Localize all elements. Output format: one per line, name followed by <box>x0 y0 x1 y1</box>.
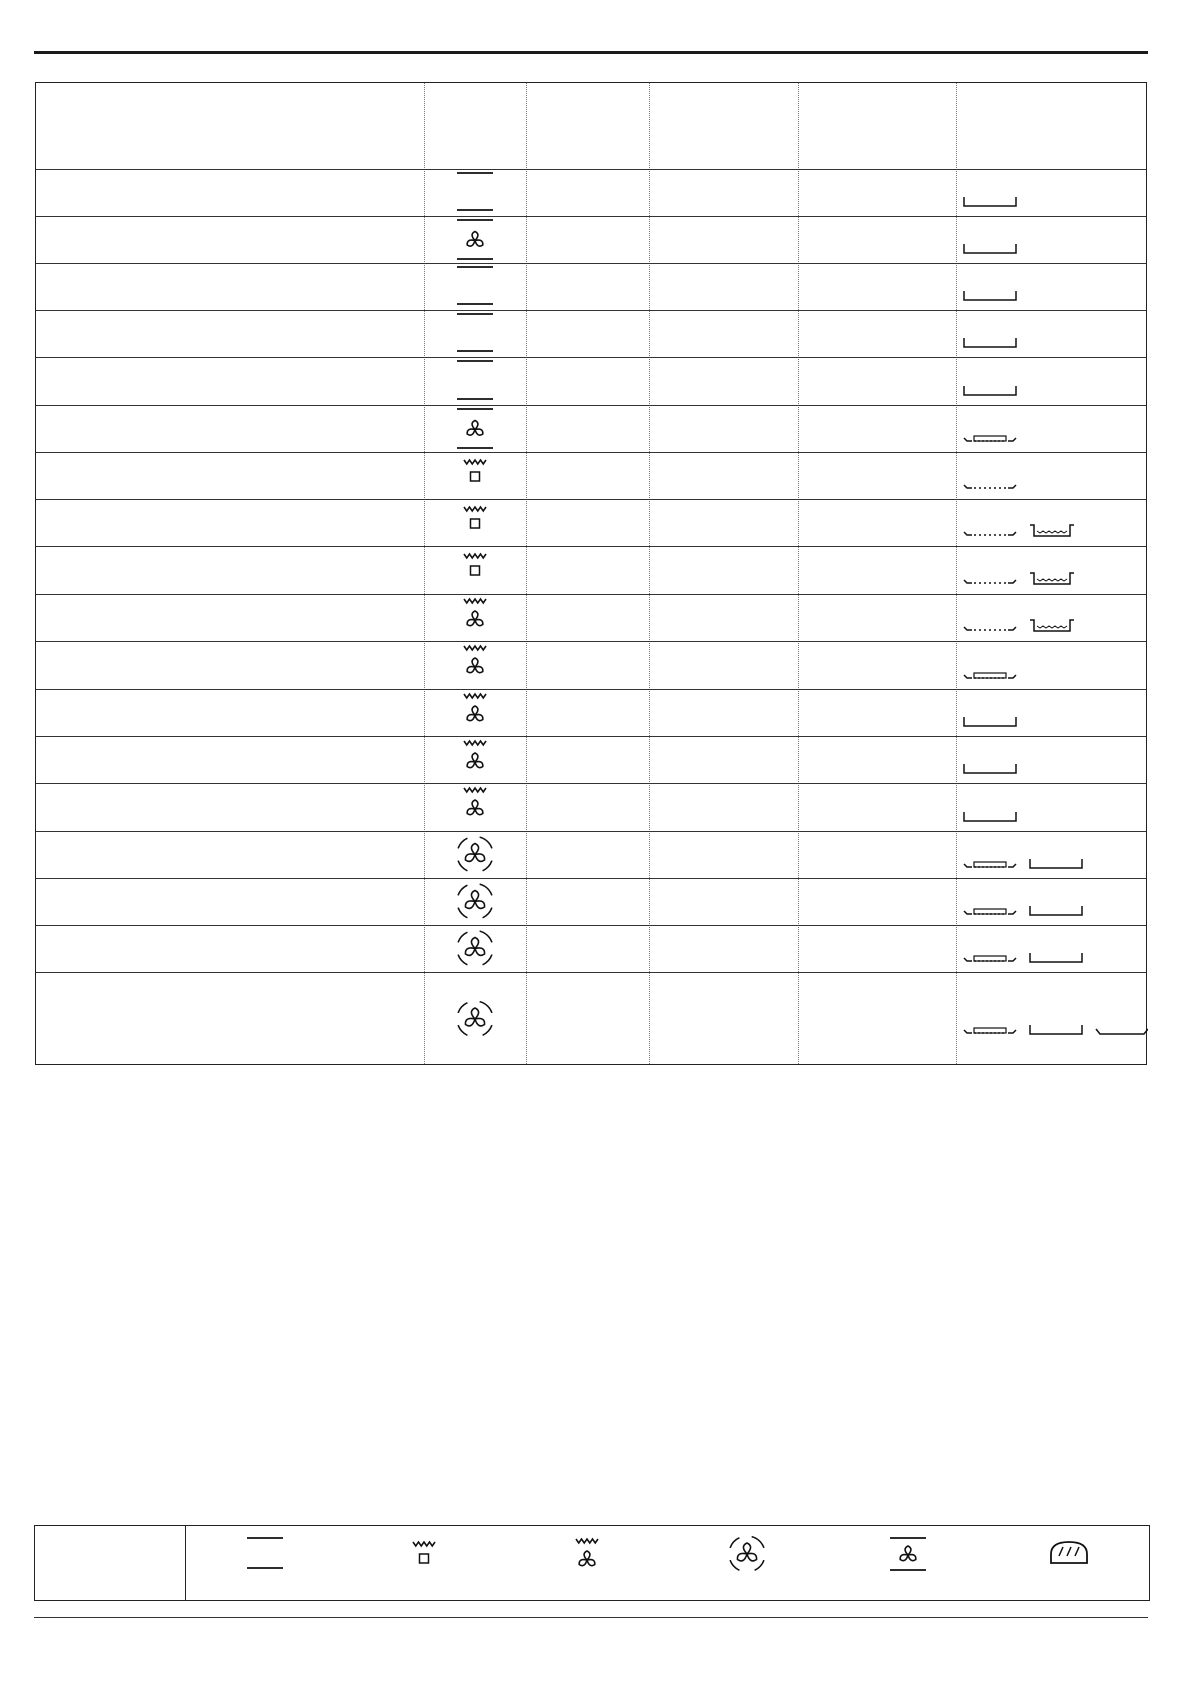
table-row <box>464 646 1016 678</box>
grill-icon <box>464 460 486 481</box>
tray-icon <box>964 764 1016 773</box>
tray-icon <box>1030 906 1082 915</box>
rack-tray-icon <box>964 436 1016 441</box>
top-rule <box>34 51 1148 54</box>
table-row <box>457 314 1016 351</box>
tray-icon <box>964 197 1016 206</box>
table-row <box>457 361 1016 399</box>
hot-air-icon <box>730 1537 764 1571</box>
tray-icon <box>964 244 1016 253</box>
tray-icon <box>1030 1025 1082 1034</box>
top-bottom-icon <box>457 361 493 399</box>
rack-tray-icon <box>964 909 1016 914</box>
table-row <box>464 741 1016 773</box>
pan-icon <box>1030 573 1074 584</box>
fan-top-bottom-icon <box>457 409 493 448</box>
hot-air-icon <box>458 884 492 918</box>
rack-tray-icon <box>964 956 1016 961</box>
rack-tray-icon <box>964 862 1016 867</box>
settings-table <box>35 82 1147 1065</box>
fan-top-bottom-icon <box>890 1538 926 1570</box>
legend-symbols <box>35 1526 1151 1602</box>
fan-grill-icon <box>464 788 486 815</box>
table-row <box>464 599 1074 631</box>
fan-grill-icon <box>464 741 486 768</box>
top-bottom-icon <box>457 173 493 210</box>
table-row <box>457 173 1016 210</box>
fan-grill-icon <box>464 646 486 673</box>
table-row <box>458 837 1082 871</box>
table-symbols <box>36 83 1148 1066</box>
grill-icon <box>464 507 486 528</box>
symbol-legend <box>34 1525 1150 1601</box>
table-row <box>457 220 1016 259</box>
rack-icon <box>964 532 1016 535</box>
pan-icon <box>1030 525 1074 536</box>
tray-icon <box>964 717 1016 726</box>
tray-icon <box>964 338 1016 347</box>
table-row <box>464 507 1074 536</box>
hot-air-icon <box>458 1002 492 1036</box>
tray-icon <box>964 812 1016 821</box>
fan-grill-icon <box>464 599 486 626</box>
fan-grill-icon <box>576 1539 598 1566</box>
table-row <box>458 931 1082 965</box>
rack-icon <box>964 580 1016 583</box>
bottom-rule <box>34 1617 1148 1618</box>
grill-icon <box>464 554 486 575</box>
fan-grill-icon <box>464 694 486 721</box>
tray-icon <box>964 291 1016 300</box>
table-row <box>464 554 1074 584</box>
top-bottom-icon <box>457 267 493 304</box>
tray-icon <box>1030 859 1082 868</box>
table-row <box>464 788 1016 821</box>
flat-tray-icon <box>1096 1029 1148 1034</box>
top-bottom-heat-icon <box>247 1538 283 1568</box>
table-row <box>464 694 1016 726</box>
table-row <box>457 409 1016 448</box>
table-row <box>458 1002 1148 1036</box>
rack-tray-icon <box>964 1028 1016 1033</box>
rack-tray-icon <box>964 673 1016 678</box>
fan-top-bottom-icon <box>457 220 493 259</box>
tray-icon <box>1030 953 1082 962</box>
top-bottom-icon <box>457 314 493 351</box>
table-row <box>464 460 1016 488</box>
grill-icon <box>413 1542 435 1563</box>
table-row <box>458 884 1082 918</box>
table-row <box>457 267 1016 304</box>
bread-icon <box>1051 1542 1087 1563</box>
rack-icon <box>964 627 1016 630</box>
rack-icon <box>964 485 1016 488</box>
hot-air-icon <box>458 931 492 965</box>
tray-icon <box>964 386 1016 395</box>
hot-air-icon <box>458 837 492 871</box>
pan-icon <box>1030 620 1074 631</box>
